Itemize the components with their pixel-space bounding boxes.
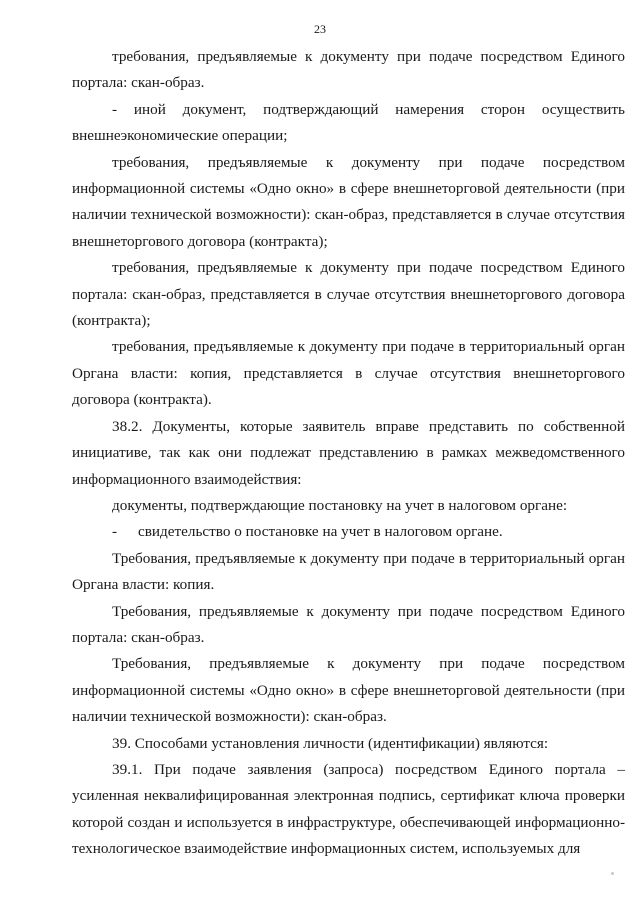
paragraph: Требования, предъявляемые к документу при подаче посредством информационной системы «Одно окно» в сфере внешнеторговой деятельности (при наличии технической возможности): скан-образ.: [72, 655, 625, 726]
paragraph: требования, предъявляемые к документу при подаче в территориальный орган Органа власти: копия, представляется в случае отсутствия внешнеторгового договора (контракта).: [72, 338, 625, 409]
paragraph: 39.1. При подаче заявления (запроса) посредством Единого портала – усиленная неквалифицированная электронная подпись, сертификат ключа проверки которой создан и используется в инфраструктуре, обеспечивающей информационно-технологическое взаимодействие информационных систем, используемых для: [72, 760, 625, 858]
bullet-dash: -: [112, 523, 118, 541]
page-number: 23: [314, 22, 326, 36]
document-body: [72, 44, 625, 863]
paragraph: требования, предъявляемые к документу при подаче посредством информационной системы «Одно окно» в сфере внешнеторговой деятельности (при наличии технической возможности): скан-образ, представляется в случае отсутствия внешнеторгового договора (контракта);: [72, 153, 625, 250]
paragraph: 38.2. Документы, которые заявитель вправе представить по собственной инициативе, так как они подлежат представлению в рамках межведомственного информационного взаимодействия:: [72, 417, 625, 488]
paragraph: - иной документ, подтверждающий намерения сторон осуществить внешнеэкономические операции;: [72, 100, 625, 145]
paragraph: 39. Способами установления личности (идентификации) являются:: [112, 734, 549, 752]
paragraph: Требования, предъявляемые к документу при подаче в территориальный орган Органа власти: копия.: [72, 549, 625, 594]
bullet-text: свидетельство о постановке на учет в налоговом органе.: [138, 523, 503, 541]
paragraph: требования, предъявляемые к документу при подаче посредством Единого портала: скан-образ.: [72, 48, 625, 92]
bullet-item: [72, 519, 625, 545]
paragraph: документы, подтверждающие постановку на учет в налоговом органе:: [112, 496, 568, 514]
paragraph: Требования, предъявляемые к документу при подаче посредством Единого портала: скан-образ.: [72, 602, 625, 646]
paragraph: требования, предъявляемые к документу при подаче посредством Единого портала: скан-образ, представляется в случае отсутствия внешнеторгового договора (контракта);: [72, 259, 625, 330]
scan-speck: [611, 872, 614, 875]
